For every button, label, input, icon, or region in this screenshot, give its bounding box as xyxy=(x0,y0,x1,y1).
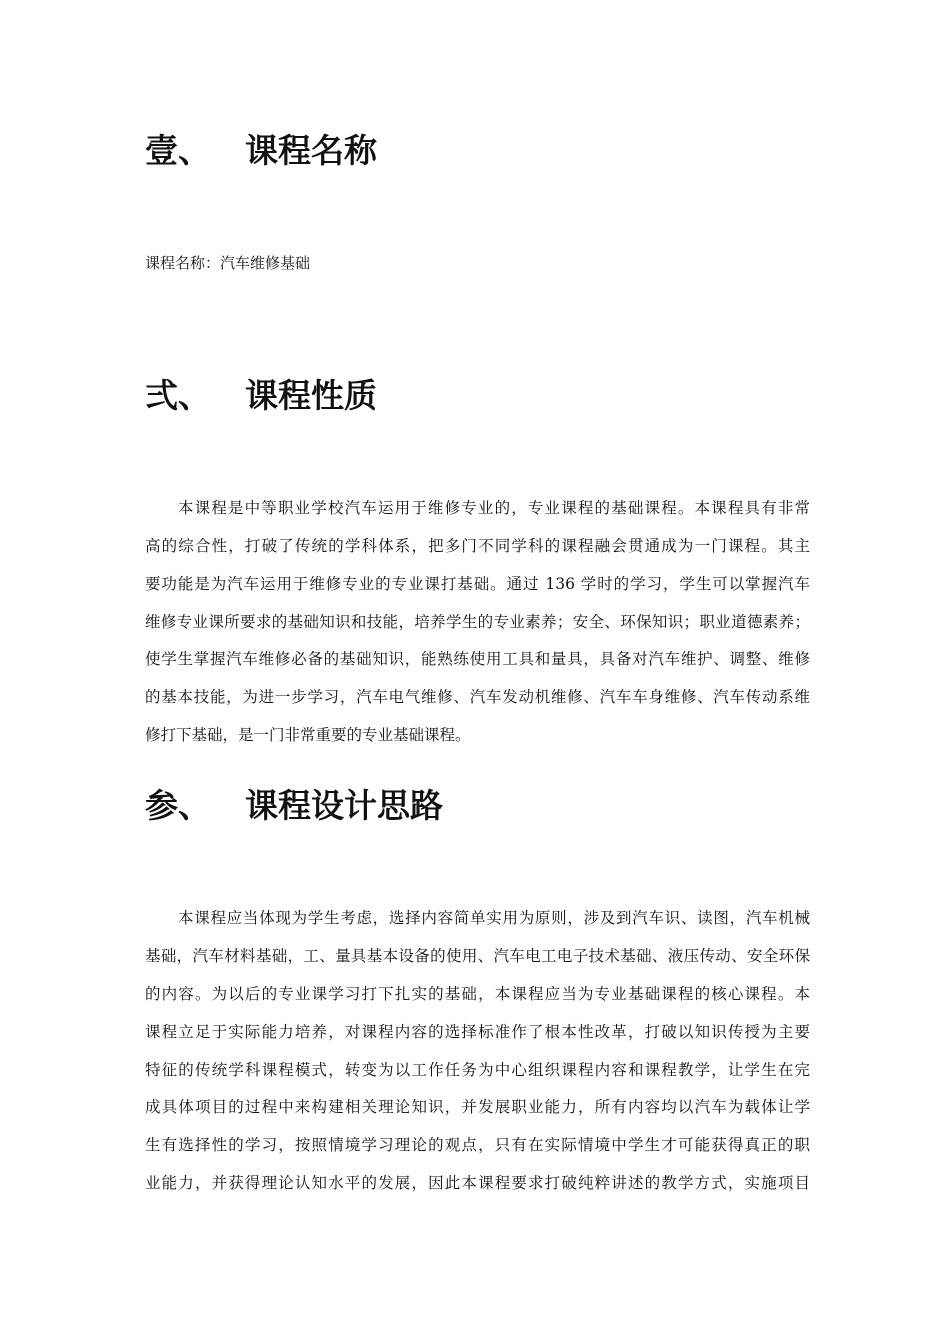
section-heading-3 xyxy=(145,786,443,826)
section-title: 课程设计思路 xyxy=(245,786,443,825)
paragraph-line: 的基本技能，为进一步学习，汽车电气维修、汽车发动机维修、汽车车身维修、汽车传动系维 xyxy=(145,688,810,706)
paragraph-line: 的内容。为以后的专业课学习打下扎实的基础，本课程应当为专业基础课程的核心课程。本 xyxy=(145,985,810,1003)
paragraph-line: 业能力，并获得理论认知水平的发展，因此本课程要求打破纯粹讲述的教学方式，实施项目 xyxy=(145,1174,810,1192)
section-title: 课程名称 xyxy=(245,131,377,170)
paragraph-line: 高的综合性，打破了传统的学科体系，把多门不同学科的课程融会贯通成为一门课程。其主 xyxy=(145,537,810,555)
section-title: 课程性质 xyxy=(245,376,377,415)
paragraph-line: 修打下基础，是一门非常重要的专业基础课程。 xyxy=(145,726,471,744)
paragraph-line: 本课程是中等职业学校汽车运用于维修专业的，专业课程的基础课程。本课程具有非常 xyxy=(178,499,810,517)
section-number: 壹、 xyxy=(145,131,211,170)
section-number: 弍、 xyxy=(145,376,211,415)
paragraph-line: 维修专业课所要求的基础知识和技能，培养学生的专业素养；安全、环保知识；职业道德素养； xyxy=(145,613,810,631)
section-heading-2 xyxy=(145,376,377,416)
paragraph-line: 要功能是为汽车运用于维修专业的专业课打基础。通过 136 学时的学习，学生可以掌握汽车 xyxy=(145,575,810,593)
course-name-line: 课程名称：汽车维修基础 xyxy=(145,254,311,272)
paragraph-line: 基础，汽车材料基础，工、量具基本设备的使用、汽车电工电子技术基础、液压传动、安全环保 xyxy=(145,947,810,965)
paragraph-line: 生有选择性的学习，按照情境学习理论的观点，只有在实际情境中学生才可能获得真正的职 xyxy=(145,1136,810,1154)
paragraph-line: 使学生掌握汽车维修必备的基础知识，能熟练使用工具和量具，具备对汽车维护、调整、维修 xyxy=(145,650,810,668)
paragraph-line: 本课程应当体现为学生考虑，选择内容简单实用为原则，涉及到汽车识、读图，汽车机械 xyxy=(178,909,810,927)
section-heading-1 xyxy=(145,131,377,171)
paragraph-line: 课程立足于实际能力培养，对课程内容的选择标准作了根本性改革，打破以知识传授为主要 xyxy=(145,1023,810,1041)
section-number: 参、 xyxy=(145,786,211,825)
paragraph-line: 特征的传统学科课程模式，转变为以工作任务为中心组织课程内容和课程教学，让学生在完 xyxy=(145,1061,810,1079)
paragraph-line: 成具体项目的过程中来构建相关理论知识，并发展职业能力，所有内容均以汽车为载体让学 xyxy=(145,1098,810,1116)
